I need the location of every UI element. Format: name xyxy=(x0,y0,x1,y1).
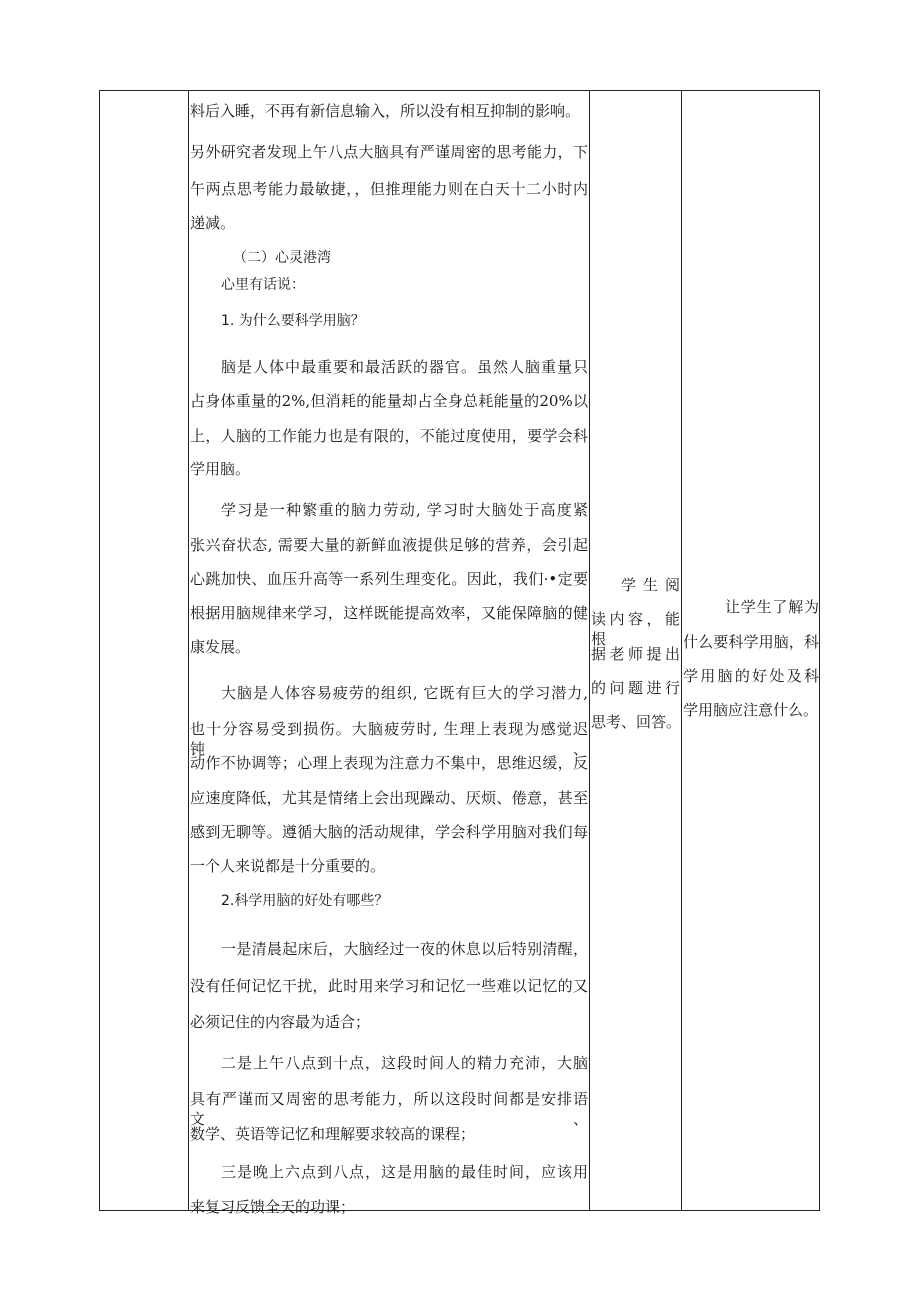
content-line: 一是清晨起床后，大脑经过一夜的休息以后特别清醒， xyxy=(221,940,588,958)
intent-line: 什么要科学用脑，科 xyxy=(683,633,819,651)
section-heading: （二）心灵港湾 xyxy=(233,250,331,266)
intent-line: 学用脑的好处及科 xyxy=(683,667,819,685)
intent-line: 学用脑应注意什么。 xyxy=(683,701,819,719)
content-line: 张兴奋状态, 需要大量的新鲜血液提供足够的营养，会引起 xyxy=(190,536,588,554)
content-line: 学习是一种繁重的脑力劳动, 学习时大脑处于高度紧 xyxy=(221,501,588,519)
question-heading-2: 2.科学用脑的好处有哪些？ xyxy=(221,893,389,909)
content-line: 料后入睡，不再有新信息输入，所以没有相互抑制的影响。 xyxy=(190,102,581,120)
content-line: 动作不协调等；心理上表现为注意力不集中，思维迟缓，反 xyxy=(190,754,588,772)
content-line: 学用脑。 xyxy=(190,460,251,478)
column-divider-3 xyxy=(681,91,682,1210)
content-line: 根据用脑规律来学习，这样既能提高效率，又能保障脑的健 xyxy=(190,604,588,622)
content-line: 康发展。 xyxy=(190,638,251,656)
activity-line: 学生阅 xyxy=(621,576,680,594)
activity-line: 思考、回答。 xyxy=(591,713,682,731)
content-line: 心跳加快、血压升高等一系列生理变化。因此，我们·•定要 xyxy=(190,570,588,588)
intent-line: 让学生了解为 xyxy=(725,598,819,616)
content-line: 占身体重量的2%,但消耗的能量却占全身总耗能量的20%以 xyxy=(190,392,588,410)
content-line: 大脑是人体容易疲劳的组织, 它既有巨大的学习潜力, xyxy=(221,684,588,702)
content-line: 上，人脑的工作能力也是有限的，不能过度使用，要学会科 xyxy=(190,427,588,445)
content-line: 应速度降低，尤其是情绪上会出现躁动、厌烦、倦意，甚至 xyxy=(190,789,588,807)
subsection-label: 心里有话说： xyxy=(221,277,305,293)
activity-line: 读内容，能根 xyxy=(591,610,680,648)
content-line: 三是晚上六点到八点，这是用脑的最佳时间，应该用 xyxy=(221,1163,588,1181)
content-line: 没有任何记忆干扰，此时用来学习和记忆一些难以记忆的又 xyxy=(190,977,588,995)
content-line: 二是上午八点到十点，这段时间人的精力充沛，大脑 xyxy=(221,1054,588,1072)
content-line: 脑是人体中最重要和最活跃的器官。虽然人脑重量只 xyxy=(221,358,588,376)
content-line: 也十分容易受到损伤。大脑疲劳时, 生理上表现为感觉迟钝、 xyxy=(190,720,588,758)
content-line: 感到无聊等。遵循大脑的活动规律，学会科学用脑对我们每 xyxy=(190,823,588,841)
content-line: 来复习反馈全天的功课； xyxy=(190,1198,356,1216)
content-line: 数学、英语等记忆和理解要求较高的课程； xyxy=(190,1125,476,1143)
activity-line: 的问题进行 xyxy=(591,679,680,697)
column-divider-2 xyxy=(589,91,590,1210)
column-divider-1 xyxy=(188,91,189,1210)
lesson-table xyxy=(99,90,820,1216)
activity-line: 据老师提出 xyxy=(591,645,680,663)
content-line: 具有严谨而又周密的思考能力，所以这段时间都是安排语文、 xyxy=(190,1090,588,1128)
content-line: 一个人来说都是十分重要的。 xyxy=(190,857,386,875)
question-heading-1: 1. 为什么要科学用脑？ xyxy=(221,313,365,329)
content-line: 另外研究者发现上午八点大脑具有严谨周密的思考能力，下 xyxy=(190,143,588,161)
content-line: 必须记住的内容最为适合； xyxy=(190,1013,371,1031)
content-line: 递减。 xyxy=(190,214,236,232)
content-line: 午两点思考能力最敏捷，，但推理能力则在白天十二小时内 xyxy=(190,180,588,198)
